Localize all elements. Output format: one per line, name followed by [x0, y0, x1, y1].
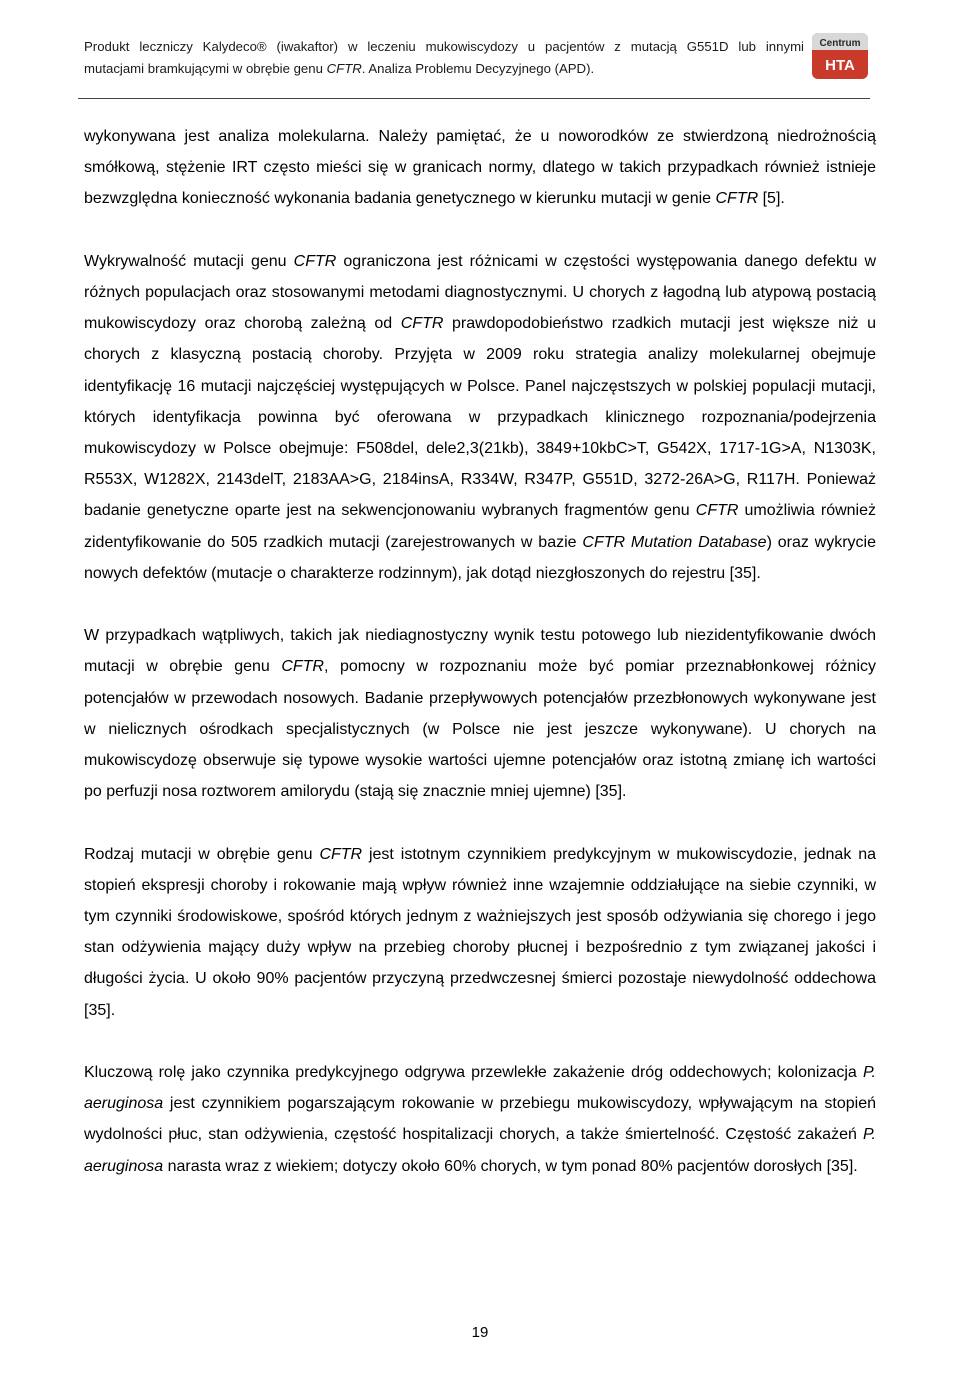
- paragraph-5: Kluczową rolę jako czynnika predykcyjnego odgrywa przewlekłe zakażenie dróg oddechowych; kolonizacja P. aeruginosa jest czynnikiem pogarszającym rokowanie w przebiegu mukowiscydozy, wpływającym na stopień wydolności płuc, stan odżywienia, częstość hospitalizacji chorych, a także śmiertelność. Częstość zakażeń P. aeruginosa narasta wraz z wiekiem; dotyczy około 60% chorych, w tym ponad 80% pacjentów dorosłych [35].: [84, 1064, 876, 1175]
- document-body: [84, 121, 876, 1182]
- paragraph-4: Rodzaj mutacji w obrębie genu CFTR jest istotnym czynnikiem predykcyjnym w mukowiscydozie, jednak na stopień ekspresji choroby i rokowanie mają wpływ również inne wzajemnie oddziałujące na siebie czynniki, w tym czynniki środowiskowe, spośród których jednym z ważniejszych jest sposób odżywiania się chorego i jego stan odżywienia mający duży wpływ na przebieg choroby płucnej i bezpośrednio z tym związanej jakości i długości życia. U około 90% pacjentów przyczyną przedwczesnej śmierci pozostaje niewydolność oddechowa [35].: [84, 845, 877, 1019]
- logo-text-bottom: HTA: [825, 57, 855, 74]
- logo-text-top: Centrum: [819, 38, 861, 49]
- centrum-hta-logo-icon: [812, 33, 868, 79]
- paragraph-3: W przypadkach wątpliwych, takich jak niediagnostyczny wynik testu potowego lub niezidentyfikowanie dwóch mutacji w obrębie genu CFTR, pomocny w rozpoznaniu może być pomiar przeznabłonkowej różnicy potencjałów w przewodach nosowych. Badanie przepływowych potencjałów przezbłonowych wykonywane jest w nielicznych ośrodkach specjalistycznych (w Polsce nie jest jeszcze wykonywane). U chorych na mukowiscydozę obserwuje się typowe wysokie wartości ujemne potencjałów oraz istotną zmianę ich wartości po perfuzji nosa roztworem amilorydu (stają się znacznie mniej ujemne) [35].: [84, 627, 877, 801]
- paragraph-2: Wykrywalność mutacji genu CFTR ograniczona jest różnicami w częstości występowania danego defektu w różnych populacjach oraz stosowanymi metodami diagnostycznymi. U chorych z łagodną lub atypową postacią mukowiscydozy oraz chorobą zależną od CFTR prawdopodobieństwo rzadkich mutacji jest większe niż u chorych z klasyczną postacią choroby. Przyjęta w 2009 roku strategia analizy molekularnej obejmuje identyfikację 16 mutacji najczęściej występujących w Polsce. Panel najczęstszych w polskiej populacji mutacji, których identyfikacja powinna być oferowana w przypadkach klinicznego rozpoznania/podejrzenia mukowiscydozy w Polsce obejmuje: F508del, dele2,3(21kb), 3849+10kbC>T, G542X, 1717-1G>A, N1303K, R553X, W1282X, 2143delT, 2183AA>G, 2184insA, R334W, R347P, G551D, 3272-26A>G, R117H. Ponieważ badanie genetyczne oparte jest na sekwencjonowaniu wybranych fragmentów genu CFTR umożliwia również zidentyfikowanie do 505 rzadkich mutacji (zarejestrowanych w bazie CFTR Mutation Database) oraz wykrycie nowych defektów (mutacje o charakterze rodzinnym), jak dotąd niezgłoszonych do rejestru [35].: [84, 252, 877, 582]
- page-header: [84, 36, 804, 80]
- paragraph-1: wykonywana jest analiza molekularna. Należy pamiętać, że u noworodków ze stwierdzoną niedrożnością smółkową, stężenie IRT często mieści się w granicach normy, dlatego w takich przypadkach również istnieje bezwzględna konieczność wykonania badania genetycznego w kierunku mutacji w genie CFTR [5].: [84, 128, 876, 208]
- page-number: 19: [471, 1324, 489, 1341]
- header-divider: [78, 98, 870, 99]
- header-line-2: mutacjami bramkującymi w obrębie genu CFTR. Analiza Problemu Decyzyjnego (APD).: [84, 61, 595, 76]
- header-line-1: Produkt leczniczy Kalydeco® (iwakaftor) w leczeniu mukowiscydozy u pacjentów z mutacją G551D lub innymi: [84, 39, 804, 54]
